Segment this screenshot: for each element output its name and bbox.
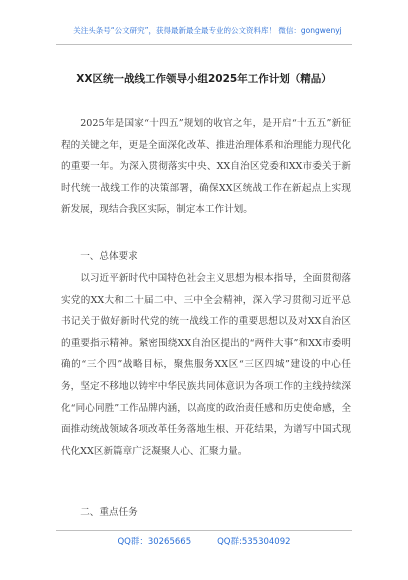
intro-paragraph: 2025年是国家“十四五”规划的收官之年，是开启“十五五”新征程的关键之年，更是全面深化改革、推进治理体系和治理能力现代化的重要一年。为深入贯彻落实中央、XX自治区党委和XX市委关于新时代统一战线工作的决策部署，确保XX区统战工作在新起点上实现新发展，现结合我区实际，制定本工作计划。 [61,118,351,216]
section-heading-general-requirements: 一、总体要求 [80,251,138,262]
footer-qq-group-1[interactable]: QQ群：30265665 [117,537,192,547]
footer-divider [56,530,352,531]
footer-qq-group-2[interactable]: QQ群:535304092 [217,537,291,547]
header-divider [56,44,352,45]
section-heading-key-tasks: 二、重点任务 [80,507,138,518]
footer [40,535,368,547]
header-banner[interactable]: 关注头条号“公文研究”，获得最新最全最专业的公文资料库！ 微信：gongwenyj [73,26,342,35]
document-title: XX区统一战线工作领导小组2025年工作计划（精品） [76,73,332,85]
general-requirements-paragraph: 以习近平新时代中国特色社会主义思想为根本指导，全面贯彻落实党的XX大和二十届二中、三中全会精神，深入学习贯彻习近平总书记关于做好新时代党的统一战线工作的重要思想以及对XX自治区的重要指示精神。紧密围绕XX自治区提出的“两件大事”和XX市委明确的“三个四”战略目标，聚焦服务XX区“三区四城”建设的中心任务，坚定不移地以铸牢中华民族共同体意识为各项工作的主线持续深化“同心同胜”工作品牌内涵，以高度的政治责任感和历史使命感，全面推动统战领域各项改革任务落地生根、开花结果，为谱写中国式现代化XX区新篇章广泛凝聚人心、汇聚力量。 [61,273,351,457]
